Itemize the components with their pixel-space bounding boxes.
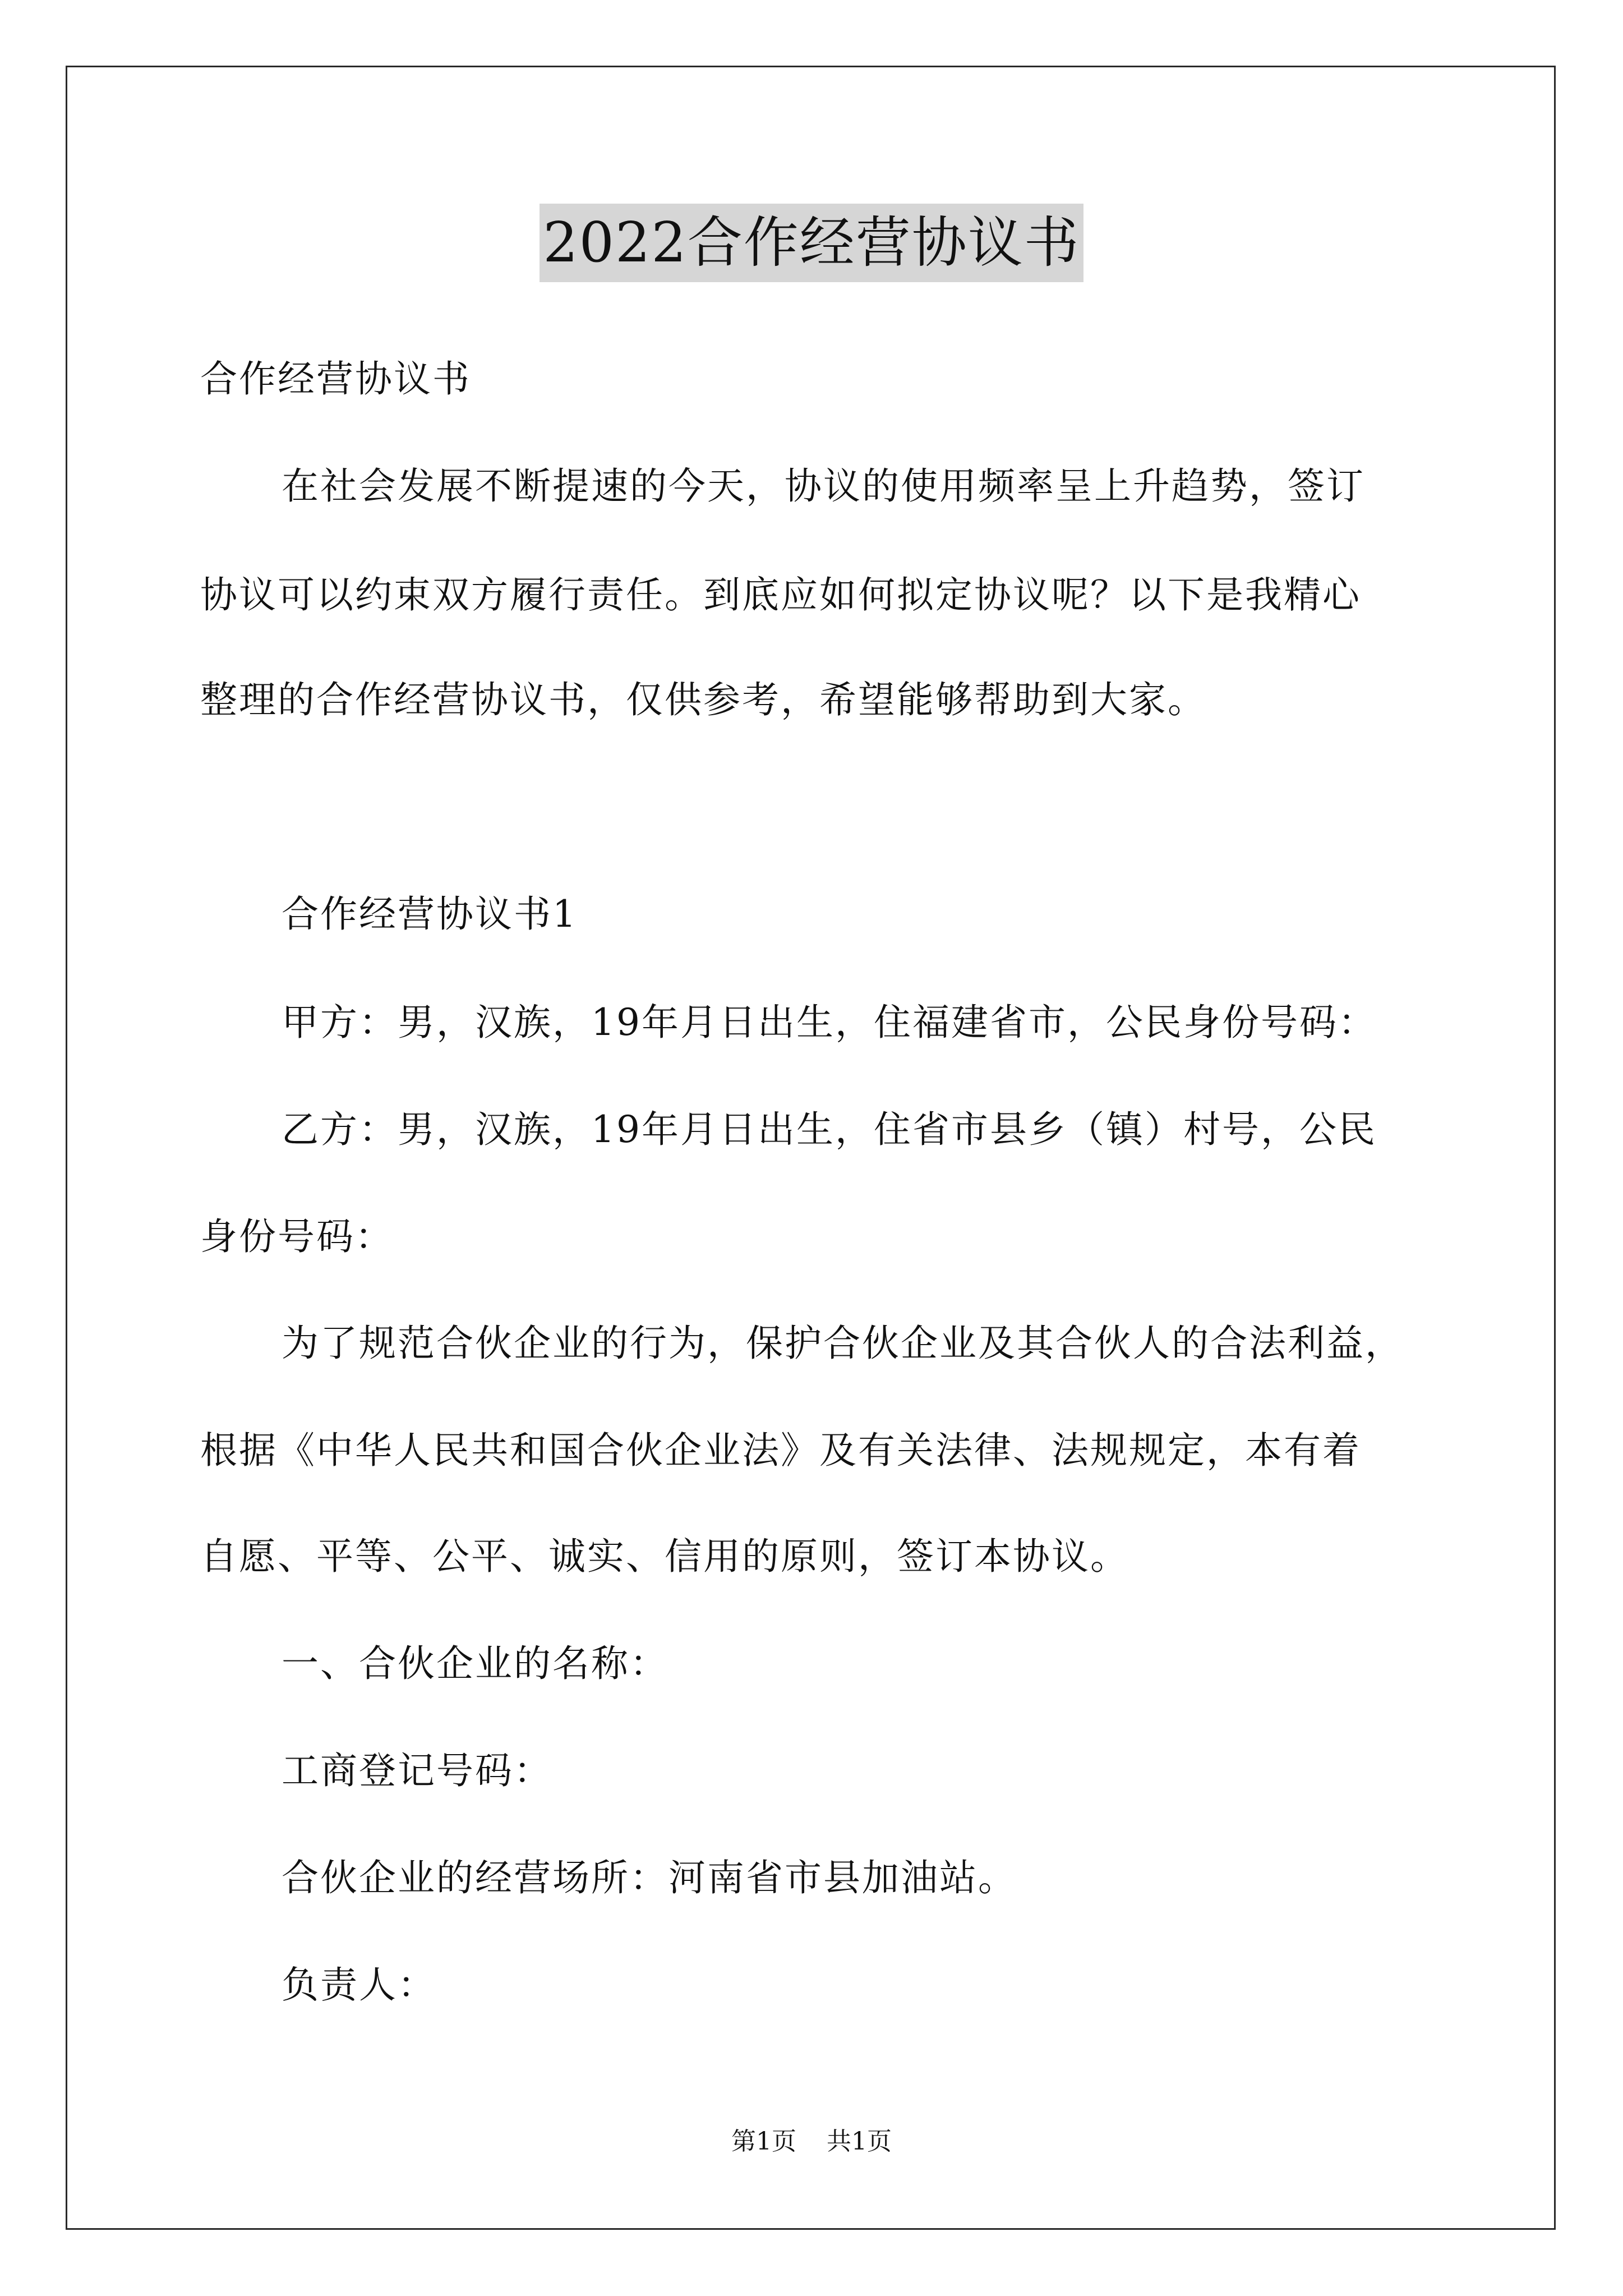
purpose-line-1: 为了规范合伙企业的行为，保护合伙企业及其合伙人的合法利益， — [282, 1322, 1404, 1365]
intro-line-2: 协议可以约束双方履行责任。到底应如何拟定协议呢？以下是我精心 — [200, 573, 1361, 616]
party-b-line-2: 身份号码： — [200, 1215, 394, 1258]
business-location-line: 合伙企业的经营场所：河南省市县加油站。 — [282, 1856, 1017, 1899]
purpose-line-3: 自愿、平等、公平、诚实、信用的原则，签订本协议。 — [200, 1535, 1129, 1578]
registration-number-line: 工商登记号码： — [282, 1749, 552, 1792]
clause-1-heading: 一、合伙企业的名称： — [282, 1642, 668, 1685]
document-subtitle: 合作经营协议书 — [200, 357, 471, 401]
page-footer — [0, 2125, 1623, 2159]
document-title: 2022合作经营协议书 — [540, 204, 1083, 282]
purpose-line-2: 根据《中华人民共和国合伙企业法》及有关法律、法规规定，本有着 — [200, 1429, 1361, 1472]
page-number: 第1页 — [731, 2127, 796, 2156]
section-heading: 合作经营协议书1 — [282, 892, 578, 936]
party-a-line: 甲方：男，汉族，19年月日出生，住福建省市，公民身份号码： — [282, 1001, 1377, 1044]
page-total: 共1页 — [827, 2127, 892, 2156]
party-b-line-1: 乙方：男，汉族，19年月日出生，住省市县乡（镇）村号，公民 — [282, 1108, 1377, 1151]
intro-line-1: 在社会发展不断提速的今天，协议的使用频率呈上升趋势，签订 — [282, 464, 1365, 508]
responsible-person-line: 负责人： — [282, 1963, 436, 2007]
title-container — [0, 204, 1623, 282]
intro-line-3: 整理的合作经营协议书，仅供参考，希望能够帮助到大家。 — [200, 678, 1206, 721]
